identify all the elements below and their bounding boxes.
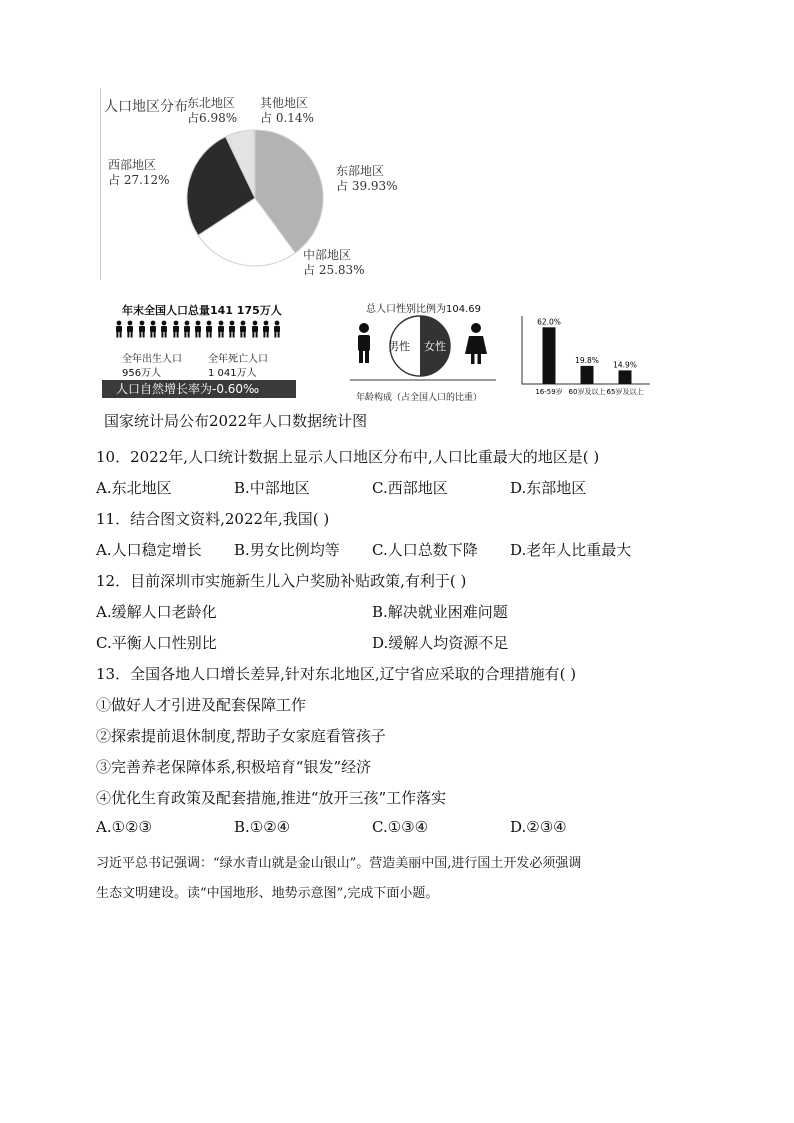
person-icon (272, 320, 282, 338)
q10-option-c: C.西部地区 (372, 479, 448, 497)
q10-option-d: D.东部地区 (510, 479, 587, 497)
q13-option-c: C.①③④ (372, 818, 429, 836)
q13-statement-1: ①做好人才引进及配套保障工作 (96, 696, 307, 714)
person-icon (137, 320, 147, 338)
age-bar-value-label: 14.9% (613, 360, 637, 370)
sex-ratio-graphic (348, 314, 498, 394)
age-bar (543, 327, 556, 384)
pie-label-northeast: 东北地区 占6.98% (187, 96, 238, 125)
q12-option-c: C.平衡人口性别比 (96, 634, 217, 652)
question-11-stem: 11．结合图文资料,2022年,我国( ) (96, 510, 330, 528)
growth-rate-badge: 人口自然增长率为-0.60‰ (102, 380, 296, 398)
q12-option-a: A.缓解人口老龄化 (96, 603, 217, 621)
q13-statement-2: ②探索提前退休制度,帮助子女家庭看管孩子 (96, 727, 386, 745)
person-icon (227, 320, 237, 338)
age-bar (619, 370, 632, 384)
pie-label-central: 中部地区 占 25.83% (303, 248, 365, 277)
sex-ratio-title: 总人口性别比例为104.69 (366, 304, 481, 315)
age-bar-category-label: 16-59岁 (535, 388, 563, 396)
q11-option-b: B.男女比例均等 (234, 541, 340, 559)
q10-option-b: B.中部地区 (234, 479, 310, 497)
q10-option-a: A.东北地区 (96, 479, 172, 497)
age-bar-category-label: 60岁及以上 (568, 388, 606, 396)
q12-option-d: D.缓解人均资源不足 (372, 634, 509, 652)
birth-value: 956万人 (122, 368, 162, 379)
population-figure (100, 88, 660, 430)
figure-caption: 国家统计局公布2022年人口数据统计图 (104, 412, 368, 430)
q11-option-a: A.人口稳定增长 (96, 541, 202, 559)
person-icon (148, 320, 158, 338)
people-icons-row (114, 320, 284, 340)
q11-option-d: D.老年人比重最大 (510, 541, 632, 559)
q12-option-b: B.解决就业困难问题 (372, 603, 508, 621)
q13-option-a: A.①②③ (96, 818, 152, 836)
pie-label-other: 其他地区 占 0.14% (260, 96, 314, 125)
person-icon (250, 320, 260, 338)
person-icon (114, 320, 124, 338)
person-icon (261, 320, 271, 338)
q11-option-c: C.人口总数下降 (372, 541, 478, 559)
q13-option-d: D.②③④ (510, 818, 567, 836)
population-total-label: 年末全国人口总量141 175万人 (122, 304, 282, 317)
intro-line-1: 习近平总书记强调：“绿水青山就是金山银山”。营造美丽中国,进行国土开发必须强调 (96, 856, 582, 871)
male-person-icon (358, 323, 370, 363)
pie-title: 人口地区分布 (104, 99, 188, 115)
person-icon (171, 320, 181, 338)
person-icon (125, 320, 135, 338)
person-icon (159, 320, 169, 338)
age-bar-category-label: 65岁及以上 (606, 388, 644, 396)
death-label: 全年死亡人口 (208, 354, 268, 365)
intro-line-2: 生态文明建设。读“中国地形、地势示意图”,完成下面小题。 (96, 886, 439, 901)
question-12-stem: 12．目前深圳市实施新生儿入户奖励补贴政策,有利于( ) (96, 572, 467, 590)
person-icon (216, 320, 226, 338)
death-value: 1 041万人 (208, 368, 257, 379)
person-icon (204, 320, 214, 338)
age-bar (581, 366, 594, 384)
q13-statement-3: ③完善养老保障体系,积极培育“银发”经济 (96, 758, 372, 776)
person-icon (238, 320, 248, 338)
sex-ratio-caption: 年龄构成（占全国人口的比重） (356, 393, 483, 403)
age-bar-chart (518, 314, 658, 404)
person-icon (193, 320, 203, 338)
birth-label: 全年出生人口 (122, 354, 182, 365)
female-person-icon (465, 323, 487, 364)
age-bar-value-label: 19.8% (575, 355, 599, 365)
pie-slice-4 (254, 130, 255, 198)
age-bar-value-label: 62.0% (537, 317, 561, 327)
person-icon (182, 320, 192, 338)
q13-statement-4: ④优化生育政策及配套措施,推进“放开三孩”工作落实 (96, 789, 447, 807)
q13-option-b: B.①②④ (234, 818, 291, 836)
pie-label-east: 东部地区 占 39.93% (336, 164, 398, 193)
female-label: 女性 (424, 340, 446, 353)
question-10-stem: 10．2022年,人口统计数据上显示人口地区分布中,人口比重最大的地区是( ) (96, 448, 600, 466)
question-13-stem: 13．全国各地人口增长差异,针对东北地区,辽宁省应采取的合理措施有( ) (96, 665, 577, 683)
pie-label-west: 西部地区 占 27.12% (108, 158, 170, 187)
male-label: 男性 (388, 340, 410, 353)
